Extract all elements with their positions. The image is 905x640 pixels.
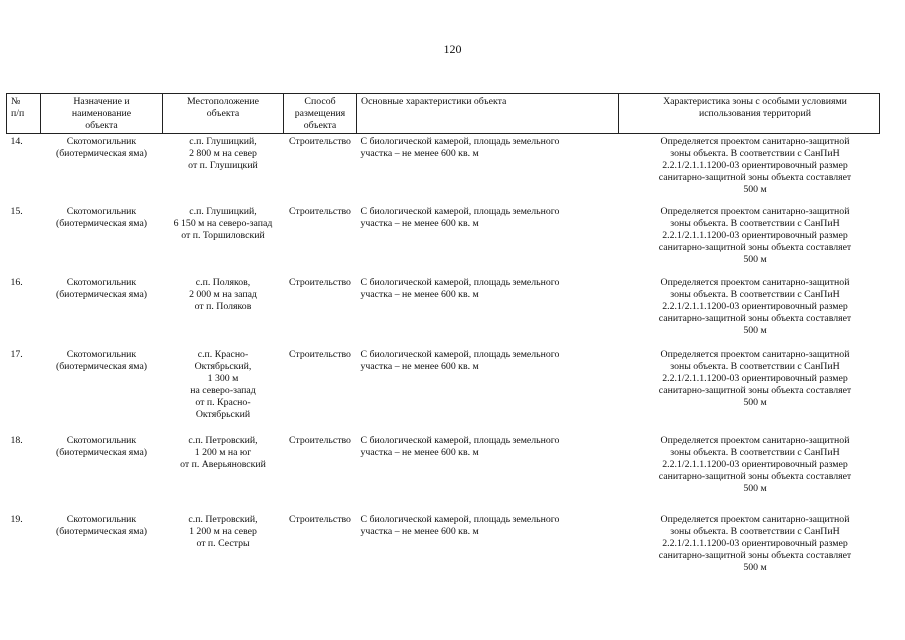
object-name: Скотомогильник (биотермическая яма) xyxy=(55,205,148,229)
placement-method: Строительство xyxy=(289,434,351,446)
zone-characteristics: Определяется проектом санитарно-защитной зоны объекта. В соответствии с СанПиН 2.2.1/2.1.1.1200-03 ориентировочный размер санитарно-защитной зоны объекта составляет 500 м xyxy=(658,136,852,195)
object-name: Скотомогильник (биотермическая яма) xyxy=(55,348,148,372)
placement-method: Строительство xyxy=(289,513,351,525)
object-characteristics: С биологической камерой, площадь земельного участка – не менее 600 кв. м xyxy=(360,205,560,229)
object-location: с.п. Красно- Октябрьский, 1 300 м на северо-запад от п. Красно- Октябрьский xyxy=(190,348,256,420)
zone-characteristics: Определяется проектом санитарно-защитной зоны объекта. В соответствии с СанПиН 2.2.1/2.1.1.1200-03 ориентировочный размер санитарно-защитной зоны объекта составляет 500 м xyxy=(658,513,852,573)
object-characteristics: С биологической камерой, площадь земельного участка – не менее 600 кв. м xyxy=(360,276,560,300)
row-number: 17. xyxy=(10,348,23,360)
table-header-row xyxy=(7,94,880,134)
row-number: 19. xyxy=(10,513,23,525)
table-row xyxy=(7,277,880,349)
object-location: с.п. Петровский, 1 200 м на юг от п. Аверьяновский xyxy=(180,434,266,470)
zone-characteristics: Определяется проектом санитарно-защитной зоны объекта. В соответствии с СанПиН 2.2.1/2.1.1.1200-03 ориентировочный размер санитарно-защитной зоны объекта составляет 500 м xyxy=(658,348,852,408)
placement-method: Строительство xyxy=(289,136,351,147)
row-number: 18. xyxy=(10,434,23,446)
zone-characteristics: Определяется проектом санитарно-защитной зоны объекта. В соответствии с СанПиН 2.2.1/2.1.1.1200-03 ориентировочный размер санитарно-защитной зоны объекта составляет 500 м xyxy=(658,434,852,494)
object-location: с.п. Глушицкий, 6 150 м на северо-запад от п. Торшиловский xyxy=(173,205,273,241)
object-name: Скотомогильник (биотермическая яма) xyxy=(55,513,148,537)
object-location: с.п. Петровский, 1 200 м на север от п. Сестры xyxy=(188,513,258,549)
placement-method: Строительство xyxy=(289,348,351,360)
object-location: с.п. Глушицкий, 2 800 м на север от п. Глушицкий xyxy=(188,136,258,171)
row-number: 15. xyxy=(10,205,23,217)
header-method: Способ размещения объекта xyxy=(284,94,357,134)
header-name: Назначение и наименование объекта xyxy=(41,94,163,134)
objects-table xyxy=(6,93,880,592)
object-characteristics: С биологической камерой, площадь земельного участка – не менее 600 кв. м xyxy=(360,136,560,159)
object-name: Скотомогильник (биотермическая яма) xyxy=(55,276,148,300)
object-characteristics: С биологической камерой, площадь земельного участка – не менее 600 кв. м xyxy=(360,348,560,372)
placement-method: Строительство xyxy=(289,205,351,217)
placement-method: Строительство xyxy=(289,276,351,288)
header-characteristics: Основные характеристики объекта xyxy=(357,94,619,134)
header-location: Местоположение объекта xyxy=(163,94,284,134)
table-row xyxy=(7,206,880,277)
object-name: Скотомогильник (биотермическая яма) xyxy=(55,136,148,159)
table-row xyxy=(7,134,880,206)
table-row xyxy=(7,349,880,435)
header-zone: Характеристика зоны с особыми условиями использования территорий xyxy=(619,94,880,134)
header-number: № п/п xyxy=(7,94,41,134)
table-row xyxy=(7,435,880,514)
zone-characteristics: Определяется проектом санитарно-защитной зоны объекта. В соответствии с СанПиН 2.2.1/2.1.1.1200-03 ориентировочный размер санитарно-защитной зоны объекта составляет 500 м xyxy=(658,276,852,336)
object-name: Скотомогильник (биотермическая яма) xyxy=(55,434,148,458)
object-characteristics: С биологической камерой, площадь земельного участка – не менее 600 кв. м xyxy=(360,434,560,458)
object-characteristics: С биологической камерой, площадь земельного участка – не менее 600 кв. м xyxy=(360,513,560,537)
page-number: 120 xyxy=(443,42,462,56)
object-location: с.п. Поляков, 2 000 м на запад от п. Поляков xyxy=(189,276,257,312)
row-number: 14. xyxy=(10,136,23,147)
table-row xyxy=(7,514,880,592)
row-number: 16. xyxy=(10,276,23,288)
zone-characteristics: Определяется проектом санитарно-защитной зоны объекта. В соответствии с СанПиН 2.2.1/2.1.1.1200-03 ориентировочный размер санитарно-защитной зоны объекта составляет 500 м xyxy=(658,205,852,265)
